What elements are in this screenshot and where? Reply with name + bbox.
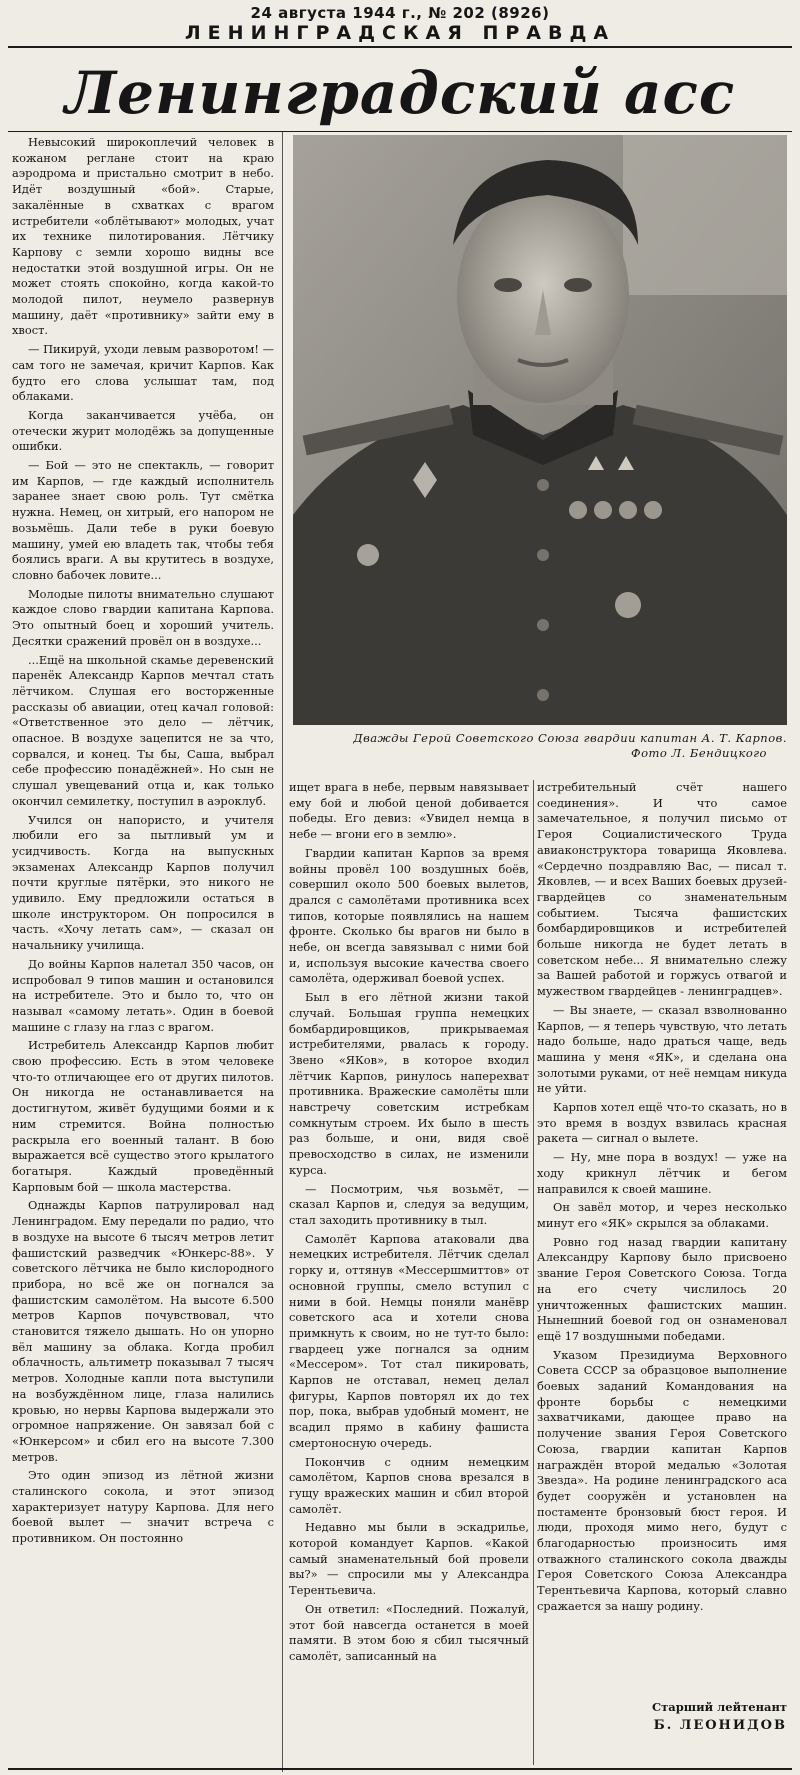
paragraph: Он завёл мотор, и через несколько минут его «ЯК» скрылся за облаками.: [537, 1200, 787, 1230]
paragraph: До войны Карпов налетал 350 часов, он испробовал 9 типов машин и остановился на истребителе. Это и было то, что он называл «самому летать». Один в боевой машине с глазу на глаз с врагом.: [12, 956, 274, 1034]
column-divider: [533, 780, 534, 1765]
portrait-illustration: [293, 135, 787, 725]
paragraph: Это один эпизод из лётной жизни сталинского сокола, и этот эпизод характеризует натуру Карпова. Для него боевой вылет — значит встреча с противником. Он постоянно: [12, 1468, 274, 1546]
column-divider: [282, 132, 283, 1772]
paragraph: Он ответил: «Последний. Пожалуй, этот бой навсегда останется в моей памяти. В этом бою я сбил тысячный самолёт, записанный на: [289, 1601, 529, 1663]
paragraph: — Бой — это не спектакль, — говорит им Карпов, — где каждый исполнитель заранее знает свою роль. Тут смётка нужна. Немец, он хитрый, его напором не возьмёшь. Дали тебе в руки боевую машину, умей ею владеть так, чтобы тебя боялись враги. А вы крутитесь в воздухе, словно бабочек ловите...: [12, 458, 274, 582]
paragraph: Указом Президиума Верховного Совета СССР за образцовое выполнение боевых заданий Командования на фронте борьбы с немецкими захватчиками, дающее право на получение звания Героя Советского Союза, гвардии капитан Карпов награждён второй медалью «Золотая Звезда». На родине ленинградского аса будет сооружён и установлен на постаменте бронзовый бюст героя. И люди, проходя мимо него, будут с благодарностью произносить имя отважного сталинского сокола дважды Героя Советского Союза Александра Терентьевича Карпова, который славно сражается за нашу родину.: [537, 1347, 787, 1613]
paragraph: — Пикируй, уходи левым разворотом! — сам того не замечая, кричит Карпов. Как будто его слова услышат там, под облаками.: [12, 342, 274, 404]
paragraph: — Вы знаете, — сказал взволнованно Карпов, — я теперь чувствую, что летать надо больше, надо драться чаще, ведь машина у меня «ЯК», и сделана она золотыми руками, от неё немцам никуда не уйти.: [537, 1002, 787, 1096]
paragraph: Когда заканчивается учёба, он отечески журит молодёжь за допущенные ошибки.: [12, 407, 274, 454]
paragraph: Недавно мы были в эскадрилье, которой командует Карпов. «Какой самый знаменательный бой провели вы?» — спросили мы у Александра Терентьевича.: [289, 1520, 529, 1598]
paragraph: — Ну, мне пора в воздух! — уже на ходу крикнул лётчик и бегом направился к своей машине.: [537, 1150, 787, 1196]
paragraph: Карпов хотел ещё что-то сказать, но в это время в воздух взвилась красная ракета — сигнал о вылете.: [537, 1100, 787, 1146]
paragraph: Невысокий широкоплечий человек в кожаном реглане стоит на краю аэродрома и пристально смотрит в небо. Идёт воздушный «бой». Старые, закалённые в схватках с врагом истребители «облётывают» молодых, учат их технике пилотирования. Лётчику Карпову с земли хорошо видны все недостатки этой воздушной игры. Он не может стоять спокойно, когда какой-то молодой пилот, неумело развернув машину, даёт «противнику» зайти ему в хвост.: [12, 135, 274, 338]
paragraph: Покончив с одним немецким самолётом, Карпов снова врезался в гущу вражеских машин и сбил второй самолёт.: [289, 1454, 529, 1516]
paragraph: Молодые пилоты внимательно слушают каждое слово гвардии капитана Карпова. Это опытный боец и хороший учитель. Десятки сражений провёл он в воздухе...: [12, 586, 274, 648]
paragraph: ...Ещё на школьной скамье деревенский паренёк Александр Карпов мечтал стать лётчиком. Слушая его восторженные рассказы об авиации, отец качал головой: «Ответственное это дело — лётчик, опасное. В воздухе зацепится не за что, сорвался, и конец. Ты бы, Саша, выбрал себе профессию понадёжней». Но сын не слушал увещеваний отца и, как только окончил семилетку, поступил в аэроклуб.: [12, 652, 274, 808]
paragraph: — Посмотрим, чья возьмёт, — сказал Карпов и, следуя за ведущим, стал заходить противнику в тыл.: [289, 1181, 529, 1227]
paragraph: Однажды Карпов патрулировал над Ленинградом. Ему передали по радио, что в воздухе на высоте 6 тысяч метров летит фашистский разведчик «Юнкерс-88». У советского лётчика не было кислородного прибора, но всё же он погнался за фашистским самолётом. На высоте 6.500 метров Карпов почувствовал, что становится тяжело дышать. Но он упорно вёл машину за облака. Когда пробил облачность, альтиметр показывал 7 тысяч метров. Холодные капли пота выступили на возбуждённом лице, глаза налились кровью, но нервы Карпова выдержали это огромное напряжение. Он завязал бой с «Юнкерсом» и сбил его на высоте 7.300 метров.: [12, 1198, 274, 1464]
photo-credit: Фото Л. Бендицкого: [631, 746, 767, 760]
article-column-3: [537, 780, 787, 1692]
masthead-rule: [8, 46, 792, 48]
bottom-rule: [8, 1768, 792, 1770]
caption-text: Дважды Герой Советского Союза гвардии капитан А. Т. Карпов.: [353, 731, 787, 745]
paragraph: Истребитель Александр Карпов любит свою профессию. Есть в этом человеке что-то отличающее его от других пилотов. Он никогда не останавливается на достигнутом, живёт будущими боями и к ним стремится. Война полностью раскрыла его военный талант. В бою выражается всё существо этого крылатого богатыря. Каждый проведённый Карповым бой — школа мастерства.: [12, 1038, 274, 1194]
issue-date: 24 августа 1944 г., № 202 (8926): [250, 4, 550, 22]
paragraph: Учился он напористо, и учителя любили его за пытливый ум и усидчивость. Когда на выпускных экзаменах Александр Карпов получил почти круглые пятёрки, это никого не удивило. Ему предложили остаться в школе инструктором. Он попросился в часть. «Хочу летать сам», — сказал он начальнику училища.: [12, 812, 274, 953]
newspaper-name: ЛЕНИНГРАДСКАЯ ПРАВДА: [184, 22, 616, 44]
paragraph: Самолёт Карпова атаковали два немецких истребителя. Лётчик сделал горку и, оттянув «Мессершмиттов» от основной группы, смело вступил с ними в бой. Немцы поняли манёвр советского аса и хотели снова примкнуть к своим, но не тут-то было: гвардеец уже погнался за одним «Мессером». Тот стал пикировать, Карпов не отставал, немец делал фигуры, Карпов повторял их до тех пор, пока, выбрав удобный момент, не всадил прямо в кабину фашиста смертоносную очередь.: [289, 1231, 529, 1450]
author-name: Б. ЛЕОНИДОВ: [653, 1718, 787, 1733]
article-column-1: [12, 135, 274, 1767]
author-rank: Старший лейтенант: [651, 1700, 787, 1714]
paragraph: Гвардии капитан Карпов за время войны провёл 100 воздушных боёв, совершил около 500 боевых вылетов, дрался с самолётами противника всех типов, которые появлялись на нашем фронте. Сколько бы врагов ни было в небе, он всегда завязывал с ними бой и, используя высокие качества своего самолёта, одерживал боевой успех.: [289, 845, 529, 986]
article-headline: Ленинградский асс: [64, 59, 736, 127]
paragraph: Ровно год назад гвардии капитану Александру Карпову было присвоено звание Героя Советского Союза. Тогда на его счету числилось 20 уничтоженных фашистских машин. Нынешний боевой год он ознаменовал ещё 17 воздушными победами.: [537, 1234, 787, 1343]
headline-rule: [8, 131, 792, 132]
article-column-2: [289, 780, 529, 1767]
photo-caption: [293, 731, 787, 761]
article-byline: [537, 1700, 787, 1733]
portrait-photo: [293, 135, 787, 725]
paragraph: Был в его лётной жизни такой случай. Большая группа немецких бомбардировщиков, прикрываемая истребителями, рвалась к городу. Звено «ЯКов», в которое входил лётчик Карпов, ринулось наперехват противника. Вражеские самолёты шли навстречу советским истребкам сомкнутым строем. Их было в шесть раз больше, и они, видя своё превосходство в силах, не изменили курса.: [289, 990, 529, 1177]
paragraph: истребительный счёт нашего соединения». И что самое замечательное, я получил письмо от Героя Социалистического Труда авиаконструктора товарища Яковлева. «Сердечно поздравляю Вас, — писал т. Яковлев, — и всех Ваших боевых друзей-гвардейцев со знаменательным событием. Тысяча фашистских бомбардировщиков и истребителей больше никогда не будет летать в советском небе... Я внимательно слежу за Вашей работой и горжусь отвагой и мужеством гвардейцев - ленинградцев».: [537, 780, 787, 999]
paragraph: ищет врага в небе, первым навязывает ему бой и любой ценой добивается победы. Его девиз: «Увидел немца в небе — вгони его в землю».: [289, 780, 529, 842]
